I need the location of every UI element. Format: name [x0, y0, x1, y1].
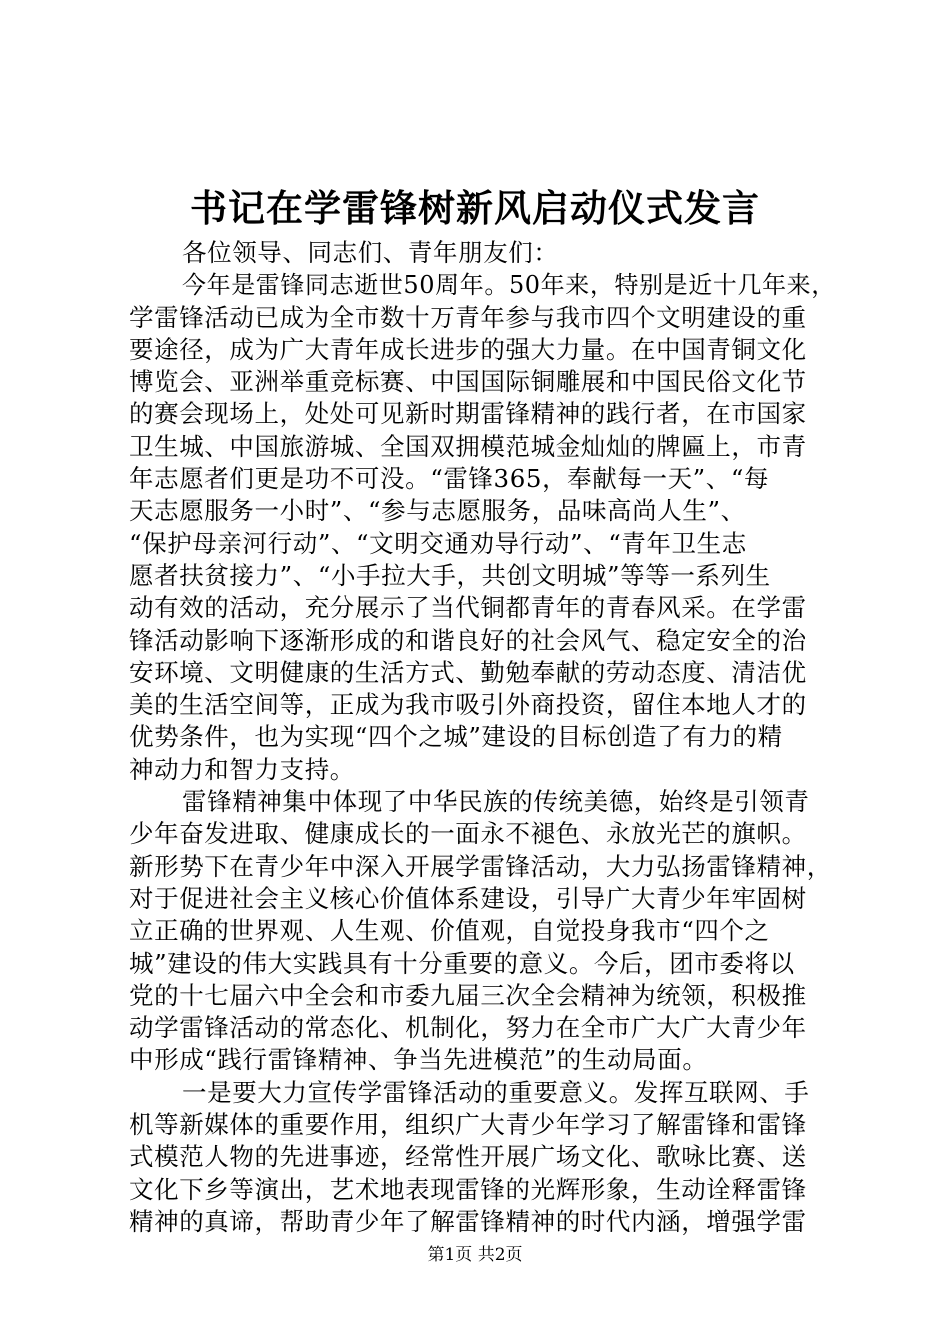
text-line: 城”建设的伟大实践具有十分重要的意义。今后，团市委将以 [129, 948, 795, 978]
text-line: 雷锋精神集中体现了中华民族的传统美德，始终是引领青 [182, 787, 810, 817]
text-line: 少年奋发进取、健康成长的一面永不褪色、永放光芒的旗帜。 [129, 819, 807, 849]
text-line: 年志愿者们更是功不可没。“雷锋365，奉献每一天”、“每 [129, 464, 770, 494]
text-line: 神动力和智力支持。 [129, 754, 355, 784]
text-line: 式模范人物的先进事迹，经常性开展广场文化、歌咏比赛、送 [129, 1142, 807, 1172]
page-footer: 第1页 共2页 [427, 1245, 523, 1265]
text-line: 今年是雷锋同志逝世50周年。50年来，特别是近十几年来， [182, 271, 836, 300]
text-line: 美的生活空间等，正成为我市吸引外商投资，留住本地人才的 [129, 690, 807, 720]
text-line: 对于促进社会主义核心价值体系建设，引导广大青少年牢固树 [129, 883, 807, 913]
text-line: 各位领导、同志们、青年朋友们： [182, 238, 559, 267]
text-line: 安环境、文明健康的生活方式、勤勉奉献的劳动态度、清洁优 [129, 657, 807, 687]
text-line: 动有效的活动，充分展示了当代铜都青年的青春风采。在学雷 [129, 593, 807, 623]
text-line: 机等新媒体的重要作用，组织广大青少年学习了解雷锋和雷锋 [129, 1110, 807, 1140]
text-line: 立正确的世界观、人生观、价值观，自觉投身我市“四个之 [129, 916, 770, 946]
text-line: 天志愿服务一小时”、“参与志愿服务，品味高尚人生”、 [129, 496, 746, 526]
document-title: 书记在学雷锋树新风启动仪式发言 [190, 186, 760, 230]
text-line: 党的十七届六中全会和市委九届三次全会精神为统领，积极推 [129, 980, 807, 1010]
text-line: 锋活动影响下逐渐形成的和谐良好的社会风气、稳定安全的治 [129, 625, 807, 655]
text-line: 动学雷锋活动的常态化、机制化，努力在全市广大广大青少年 [129, 1013, 807, 1043]
text-line: 文化下乡等演出，艺术地表现雷锋的光辉形象，生动诠释雷锋 [129, 1174, 807, 1204]
text-line: 要途径，成为广大青年成长进步的强大力量。在中国青铜文化 [129, 334, 807, 364]
text-line: 博览会、亚洲举重竞标赛、中国国际铜雕展和中国民俗文化节 [129, 367, 807, 397]
text-line: 一是要大力宣传学雷锋活动的重要意义。发挥互联网、手 [182, 1077, 810, 1107]
text-line: 优势条件，也为实现“四个之城”建设的目标创造了有力的精 [129, 722, 783, 752]
document-body [129, 237, 845, 1238]
text-line: 的赛会现场上，处处可见新时期雷锋精神的践行者，在市国家 [129, 399, 807, 429]
text-line: 精神的真谛，帮助青少年了解雷锋精神的时代内涵，增强学雷 [129, 1206, 807, 1236]
text-line: 中形成“践行雷锋精神、争当先进模范”的生动局面。 [129, 1045, 708, 1075]
text-line: 学雷锋活动已成为全市数十万青年参与我市四个文明建设的重 [129, 302, 807, 332]
text-line: 新形势下在青少年中深入开展学雷锋活动，大力弘扬雷锋精神， [129, 851, 832, 881]
text-line: “保护母亲河行动”、“文明交通劝导行动”、“青年卫生志 [129, 528, 747, 558]
text-line: 愿者扶贫接力”、“小手拉大手，共创文明城”等等一系列生 [129, 560, 771, 590]
text-line: 卫生城、中国旅游城、全国双拥模范城金灿灿的牌匾上，市青 [129, 431, 807, 461]
